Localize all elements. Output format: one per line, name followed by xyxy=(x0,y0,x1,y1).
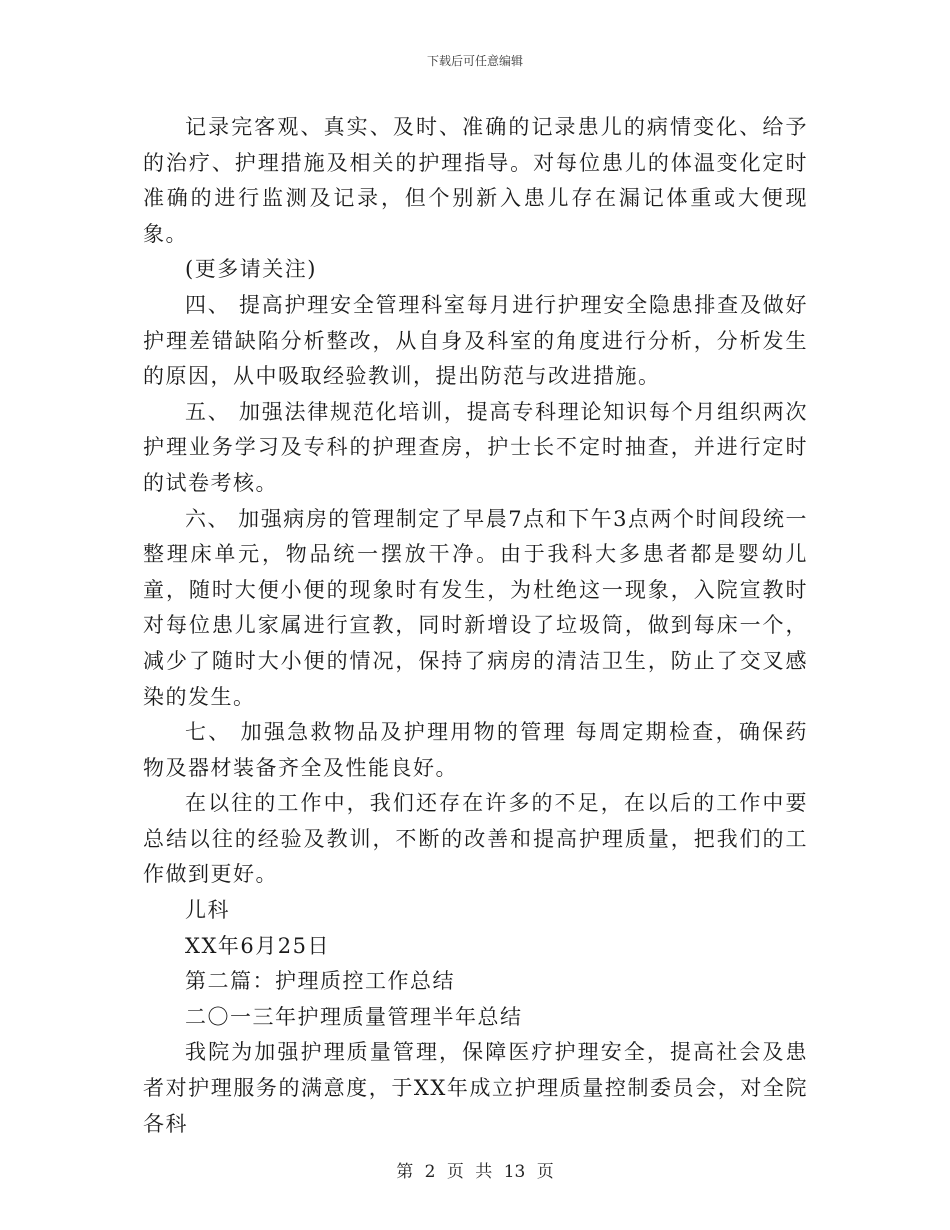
paragraph-note: (更多请关注) xyxy=(185,257,317,282)
paragraph-section-6: 六、 加强病房的管理制定了早晨7点和下午3点两个时间段统一整理床单元，物品统一摆放干净。由于我科大多患者都是婴幼儿童，随时大便小便的现象时有发生，为杜绝这一现象，入院宣教时对每位患儿家属进行宣教，同时新增设了垃圾筒，做到每床一个，减少了随时大小便的情况，保持了病房的清洁卫生，防止了交叉感染的发生。 xyxy=(143,506,808,709)
paragraph-records: 记录完客观、真实、及时、准确的记录患儿的病情变化、给予的治疗、护理措施及相关的护理指导。对每位患儿的体温变化定时准确的进行监测及记录，但个别新入患儿存在漏记体重或大便现象。 xyxy=(143,115,808,246)
section-heading-part-2: 第二篇：护理质控工作总结 xyxy=(185,969,455,994)
paragraph-section-4: 四、 提高护理安全管理科室每月进行护理安全隐患排查及做好护理差错缺陷分析整改，从自身及科室的角度进行分析，分析发生的原因，从中吸取经验教训，提出防范与改进措施。 xyxy=(143,292,808,389)
paragraph-section-5: 五、 加强法律规范化培训，提高专科理论知识每个月组织两次护理业务学习及专科的护理查房，护士长不定时抽查，并进行定时的试卷考核。 xyxy=(143,399,808,495)
report-title: 二〇一三年护理质量管理半年总结 xyxy=(185,1004,523,1029)
document-body xyxy=(143,110,808,1142)
page-number: 第 2 页 共 13 页 xyxy=(396,1162,554,1182)
signature-date: XX年6月25日 xyxy=(185,933,330,958)
page-header: 下载后可任意编辑 xyxy=(426,54,523,68)
paragraph-intro: 我院为加强护理质量管理，保障医疗护理安全，提高社会及患者对护理服务的满意度，于XX年成立护理质量控制委员会，对全院各科 xyxy=(143,1040,808,1136)
paragraph-conclusion: 在以往的工作中，我们还存在许多的不足，在以后的工作中要总结以往的经验及教训，不断的改善和提高护理质量，把我们的工作做到更好。 xyxy=(143,791,808,887)
paragraph-section-7: 七、 加强急救物品及护理用物的管理 每周定期检查，确保药物及器材装备齐全及性能良好。 xyxy=(143,720,808,780)
signature-department: 儿科 xyxy=(185,898,230,923)
